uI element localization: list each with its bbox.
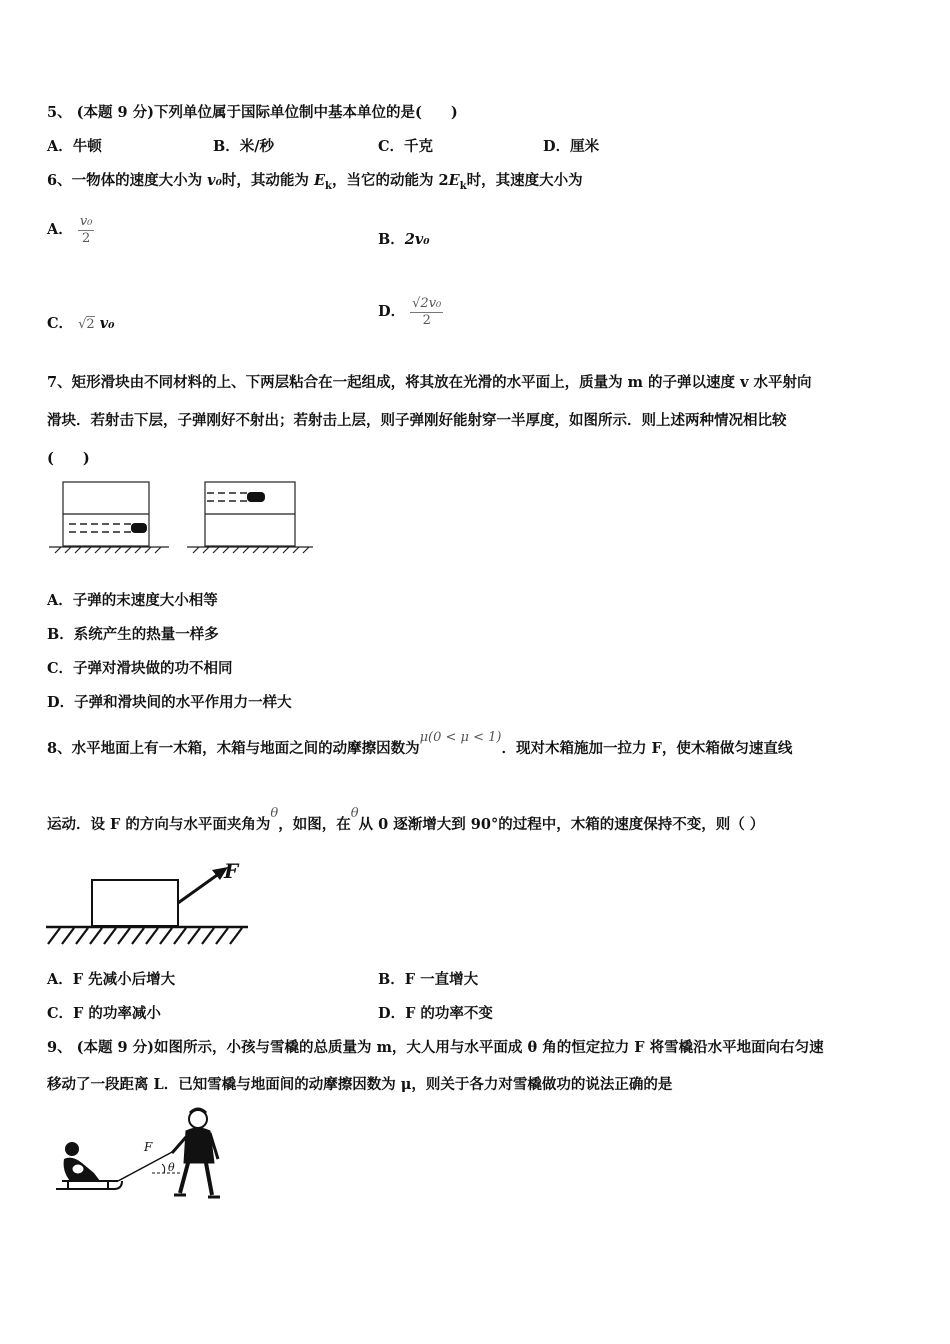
q8-option-d: D．F 的功率不变: [378, 1005, 493, 1022]
q8-option-a: A．F 先减小后增大: [47, 971, 176, 988]
force-label: F: [144, 1140, 153, 1154]
tow-rope: [118, 1151, 174, 1181]
q6-option-b: B．2v₀: [378, 231, 430, 248]
left-bullet: [69, 524, 131, 532]
right-bullet: [207, 493, 249, 501]
q7-option-c: C．子弹对滑块做的功不相同: [47, 660, 233, 677]
ground-hatch: [48, 928, 242, 944]
left-block: [63, 482, 149, 546]
force-label: F: [224, 859, 239, 883]
right-ground: [187, 547, 313, 553]
sqrt-symbol: √2: [78, 317, 95, 332]
q5-option-a: A．牛顿: [47, 138, 102, 155]
q5-option-c: C．千克: [378, 138, 434, 155]
q5-stem: 5、 (本题 9 分)下列单位属于国际单位制中基本单位的是( ): [47, 104, 458, 121]
q6-stem: 6、一物体的速度大小为 v₀时，其动能为 $E_k$，当它的动能为 $2E_k$时，其速度大小为: [47, 172, 583, 192]
fraction: $\frac{\text{v₀}}{2}$: [79, 213, 93, 246]
q7-option-a: A．子弹的末速度大小相等: [47, 592, 218, 609]
right-block: [205, 482, 295, 546]
q6-option-d: D． $\frac{\text{√2v₀}}{2}$: [378, 295, 442, 328]
q5-option-d: D．厘米: [543, 138, 600, 155]
q9-sled-figure: [52, 1107, 232, 1203]
q8-line-2: 运动．设 F 的方向与水平面夹角为θ，如图，在θ从 0 逐渐增大到 90°的过程中，木箱的速度保持不变，则（ ）: [47, 806, 765, 833]
q6-option-c: C． √2 v₀: [47, 315, 115, 332]
mu-expression: μ(0 < μ < 1): [419, 730, 502, 745]
q8-figure: [44, 858, 254, 948]
q8-line-1: 8、水平地面上有一木箱，木箱与地面之间的动摩擦因数为μ(0 < μ < 1)．现对木箱施加一拉力 F，使木箱做匀速直线: [47, 730, 793, 757]
right-bullet-head: [247, 492, 265, 502]
q5-option-b: B．米/秒: [213, 138, 275, 155]
q7-line-3: ( ): [47, 450, 90, 467]
q7-figure: [47, 478, 317, 558]
fraction: $\frac{\text{√2v₀}}{2}$: [412, 295, 442, 328]
q7-line-2: 滑块．若射击下层，子弹刚好不射出；若射击上层，则子弹刚好能射穿一半厚度，如图所示．则上述两种情况相比较: [47, 412, 787, 429]
wooden-box: [92, 880, 178, 926]
angle-arc: [162, 1164, 165, 1173]
left-bullet-head: [131, 523, 147, 533]
sled: [56, 1181, 122, 1189]
q8-option-b: B．F 一直增大: [378, 971, 479, 988]
q9-line-1: 9、 (本题 9 分)如图所示，小孩与雪橇的总质量为 m，大人用与水平面成 θ 角的恒定拉力 F 将雪橇沿水平地面向右匀速: [47, 1039, 824, 1056]
q7-option-b: B．系统产生的热量一样多: [47, 626, 219, 643]
q6-option-a: A． $\frac{\text{v₀}}{2}$: [47, 213, 93, 246]
pull-rope: [178, 873, 220, 903]
q7-option-d: D．子弹和滑块间的水平作用力一样大: [47, 694, 292, 711]
q9-line-2: 移动了一段距离 L．已知雪橇与地面间的动摩擦因数为 μ，则关于各力对雪橇做功的说法正确的是: [47, 1076, 673, 1093]
child: [64, 1142, 100, 1181]
adult: [172, 1109, 220, 1197]
theta-label: θ: [168, 1161, 175, 1174]
q7-line-1: 7、矩形滑块由不同材料的上、下两层粘合在一起组成，将其放在光滑的水平面上，质量为 m 的子弹以速度 v 水平射向: [47, 374, 812, 391]
left-ground: [49, 547, 169, 553]
q8-option-c: C．F 的功率减小: [47, 1005, 161, 1022]
